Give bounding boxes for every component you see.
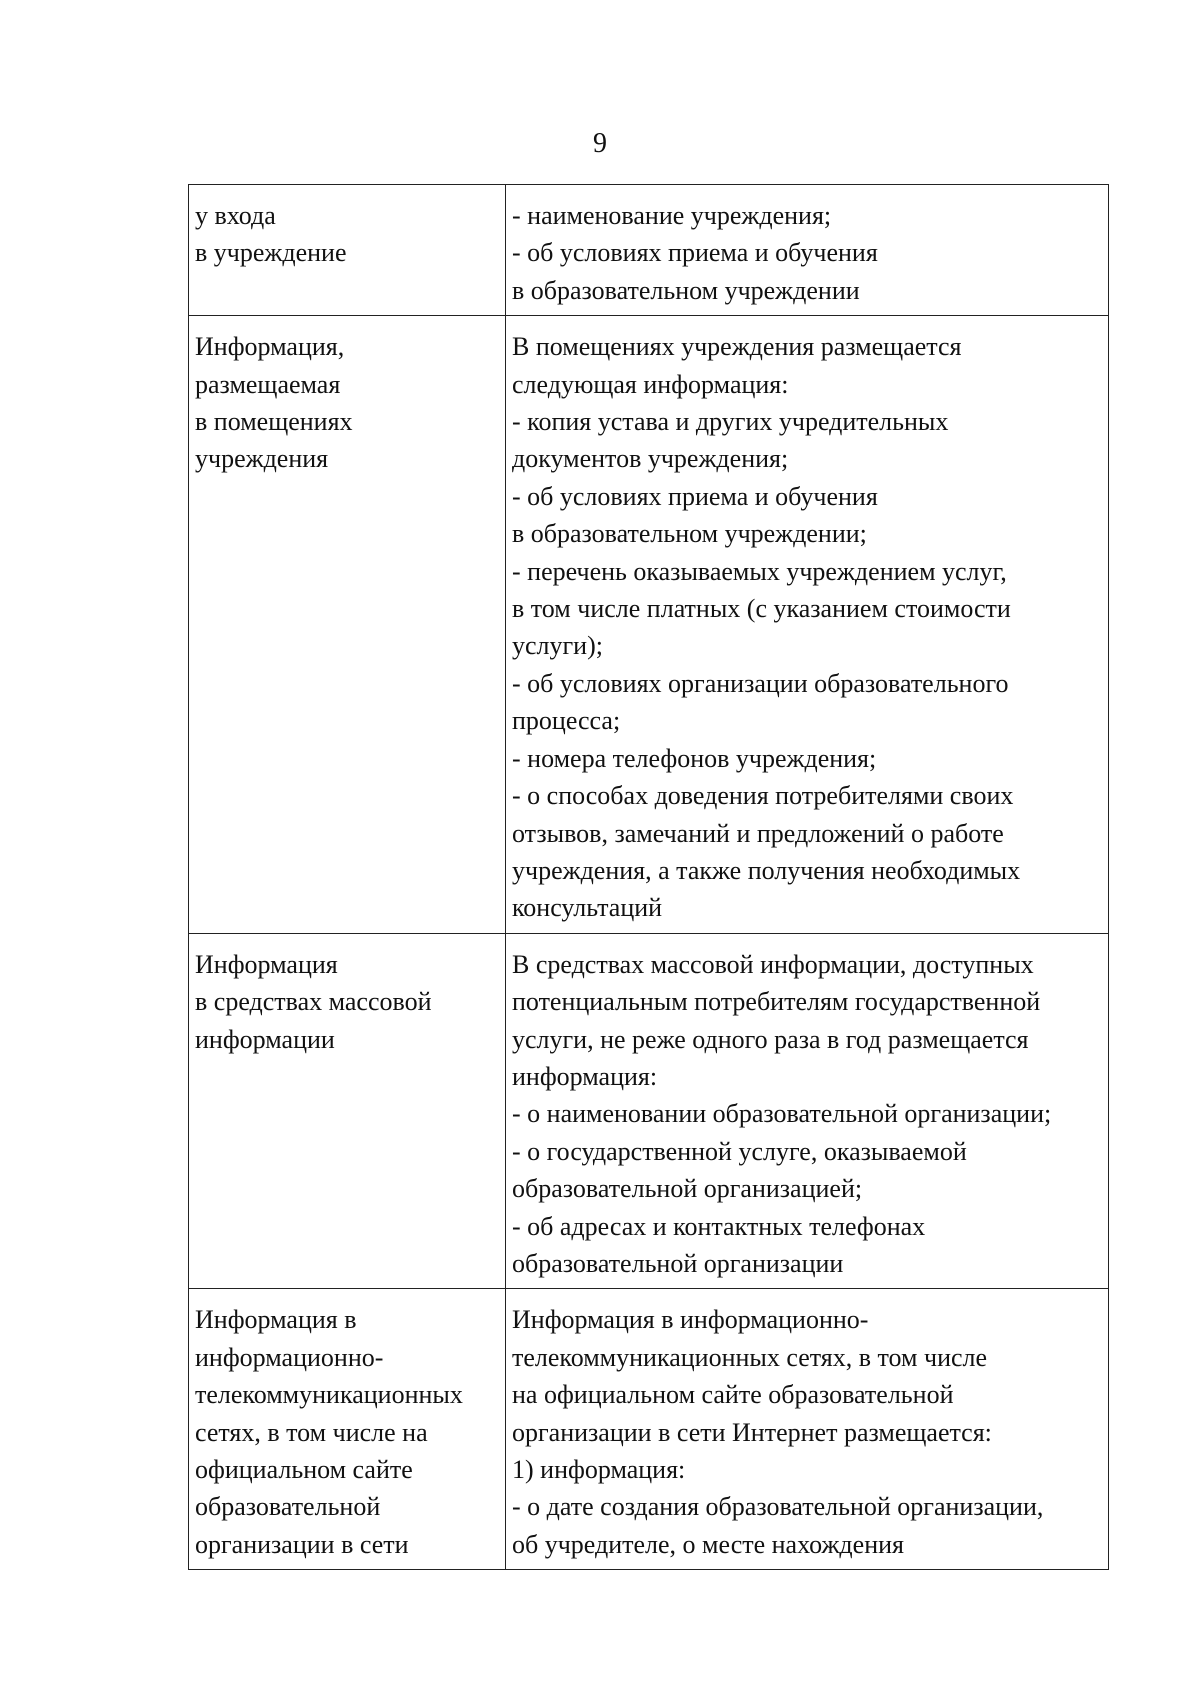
cell-line: размещаемая xyxy=(195,369,341,399)
cell-line: - наименование учреждения; xyxy=(512,201,832,230)
cell-line: сетях, в том числе на xyxy=(195,1417,428,1447)
cell-line: Информация, xyxy=(195,332,345,362)
cell-line: - перечень оказываемых учреждением услуг, xyxy=(512,556,1007,586)
cell-line: процесса; xyxy=(512,706,621,736)
table-row xyxy=(189,933,1109,1289)
cell-line: потенциальным потребителям государственной xyxy=(512,987,1041,1017)
cell-line: услуги, не реже одного раза в год размещается xyxy=(512,1024,1029,1054)
cell-line: консультаций xyxy=(512,893,663,923)
cell-line: об учредителе, о месте нахождения xyxy=(512,1529,904,1559)
cell-line: в образовательном учреждении xyxy=(512,275,860,305)
table-row xyxy=(189,185,1109,316)
cell-line: - об адресах и контактных телефонах xyxy=(512,1211,926,1241)
table-cell-label xyxy=(189,1289,506,1570)
cell-line: информации xyxy=(195,1024,335,1054)
table-cell-content xyxy=(506,316,1109,934)
table-cell-content xyxy=(506,185,1109,316)
cell-line: - об условиях организации образовательного xyxy=(512,668,1009,698)
cell-line: на официальном сайте образовательной xyxy=(512,1380,954,1410)
cell-line: организации в сети Интернет размещается: xyxy=(512,1417,992,1447)
cell-line: - о дате создания образовательной организации, xyxy=(512,1492,1044,1522)
cell-line: образовательной организацией; xyxy=(512,1174,863,1204)
table-row xyxy=(189,316,1109,934)
table-cell-label xyxy=(189,933,506,1289)
cell-line: телекоммуникационных xyxy=(195,1380,463,1410)
cell-line: Информация в информационно- xyxy=(512,1305,869,1335)
table-row xyxy=(189,1289,1109,1570)
cell-line: Информация в xyxy=(195,1305,357,1335)
cell-line: следующая информация: xyxy=(512,369,789,399)
cell-line: - об условиях приема и обучения xyxy=(512,481,878,511)
cell-line: - номера телефонов учреждения; xyxy=(512,743,877,773)
cell-line: В помещениях учреждения размещается xyxy=(512,332,962,362)
cell-line: В средствах массовой информации, доступных xyxy=(512,949,1034,979)
cell-line: учреждения xyxy=(195,444,329,474)
cell-line: - о государственной услуге, оказываемой xyxy=(512,1136,967,1166)
cell-line: образовательной организации xyxy=(512,1248,844,1278)
cell-line: учреждения, а также получения необходимых xyxy=(512,855,1021,885)
cell-line: телекоммуникационных сетях, в том числе xyxy=(512,1342,988,1372)
cell-line: Информация xyxy=(195,949,338,979)
cell-line: в учреждение xyxy=(195,238,347,268)
cell-line: - копия устава и других учредительных xyxy=(512,407,949,437)
cell-line: - о наименовании образовательной организации; xyxy=(512,1099,1052,1129)
cell-line: в средствах массовой xyxy=(195,987,432,1017)
cell-line: отзывов, замечаний и предложений о работе xyxy=(512,818,1004,848)
cell-line: образовательной xyxy=(195,1492,381,1522)
cell-line: в помещениях xyxy=(195,407,353,437)
cell-line: в том числе платных (с указанием стоимости xyxy=(512,594,1011,624)
table-cell-content xyxy=(506,1289,1109,1570)
table-cell-label xyxy=(189,316,506,934)
cell-line: - о способах доведения потребителями своих xyxy=(512,781,1014,811)
cell-line: информационно- xyxy=(195,1342,384,1372)
cell-line: услуги); xyxy=(512,631,603,661)
cell-line: информация: xyxy=(512,1061,658,1091)
information-table xyxy=(188,184,1109,1570)
table-cell-label xyxy=(189,185,506,316)
cell-line: официальном сайте xyxy=(195,1455,413,1484)
cell-line: в образовательном учреждении; xyxy=(512,519,867,549)
cell-line: - об условиях приема и обучения xyxy=(512,238,878,268)
cell-line: организации в сети xyxy=(195,1529,409,1559)
cell-line: 1) информация: xyxy=(512,1455,686,1484)
cell-line: документов учреждения; xyxy=(512,444,789,474)
table-cell-content xyxy=(506,933,1109,1289)
page-number: 9 xyxy=(593,128,607,159)
cell-line: у входа xyxy=(195,201,276,230)
